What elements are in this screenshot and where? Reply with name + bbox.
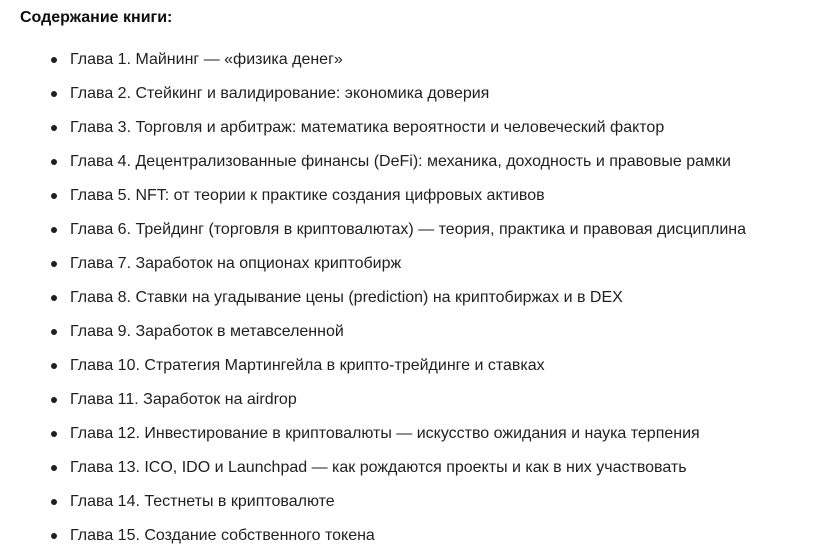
contents-heading: Содержание книги:: [20, 9, 173, 26]
bullet-icon: [51, 465, 57, 471]
bullet-icon: [51, 295, 57, 301]
list-item: [0, 116, 817, 150]
chapter-title: Глава 7. Заработок на опционах криптобирж: [70, 255, 402, 272]
bullet-icon: [51, 397, 57, 403]
list-item: [0, 184, 817, 218]
chapter-title: Глава 1. Майнинг — «физика денег»: [70, 51, 343, 68]
list-item: [0, 150, 817, 184]
list-item: [0, 218, 817, 252]
bullet-icon: [51, 431, 57, 437]
chapter-title: Глава 13. ICO, IDO и Launchpad — как рождаются проекты и как в них участвовать: [70, 459, 687, 476]
bullet-icon: [51, 261, 57, 267]
list-item: [0, 286, 817, 320]
list-item: [0, 82, 817, 116]
bullet-icon: [51, 125, 57, 131]
bullet-icon: [51, 91, 57, 97]
chapter-title: Глава 15. Создание собственного токена: [70, 527, 375, 544]
bullet-icon: [51, 227, 57, 233]
chapter-title: Глава 3. Торговля и арбитраж: математика вероятности и человеческий фактор: [70, 119, 665, 136]
chapter-title: Глава 8. Ставки на угадывание цены (prediction) на криптобиржах и в DEX: [70, 289, 623, 306]
chapter-title: Глава 11. Заработок на airdrop: [70, 391, 297, 408]
bullet-icon: [51, 499, 57, 505]
list-item: [0, 388, 817, 422]
bullet-icon: [51, 363, 57, 369]
list-item: [0, 490, 817, 524]
bullet-icon: [51, 329, 57, 335]
chapter-list: [0, 48, 817, 558]
chapter-title: Глава 2. Стейкинг и валидирование: экономика доверия: [70, 85, 490, 102]
list-item: [0, 252, 817, 286]
chapter-title: Глава 9. Заработок в метавселенной: [70, 323, 344, 340]
list-item: [0, 354, 817, 388]
bullet-icon: [51, 193, 57, 199]
chapter-title: Глава 14. Тестнеты в криптовалюте: [70, 493, 335, 510]
chapter-title: Глава 6. Трейдинг (торговля в криптовалютах) — теория, практика и правовая дисциплина: [70, 221, 747, 238]
bullet-icon: [51, 533, 57, 539]
chapter-title: Глава 4. Децентрализованные финансы (DeFi): механика, доходность и правовые рамки: [70, 153, 731, 170]
bullet-icon: [51, 159, 57, 165]
chapter-title: Глава 10. Стратегия Мартингейла в крипто-трейдинге и ставках: [70, 357, 545, 374]
list-item: [0, 320, 817, 354]
list-item: [0, 456, 817, 490]
chapter-title: Глава 5. NFT: от теории к практике создания цифровых активов: [70, 187, 545, 204]
bullet-icon: [51, 57, 57, 63]
chapter-title: Глава 12. Инвестирование в криптовалюты — искусство ожидания и наука терпения: [70, 425, 700, 442]
list-item: [0, 422, 817, 456]
list-item: [0, 48, 817, 82]
